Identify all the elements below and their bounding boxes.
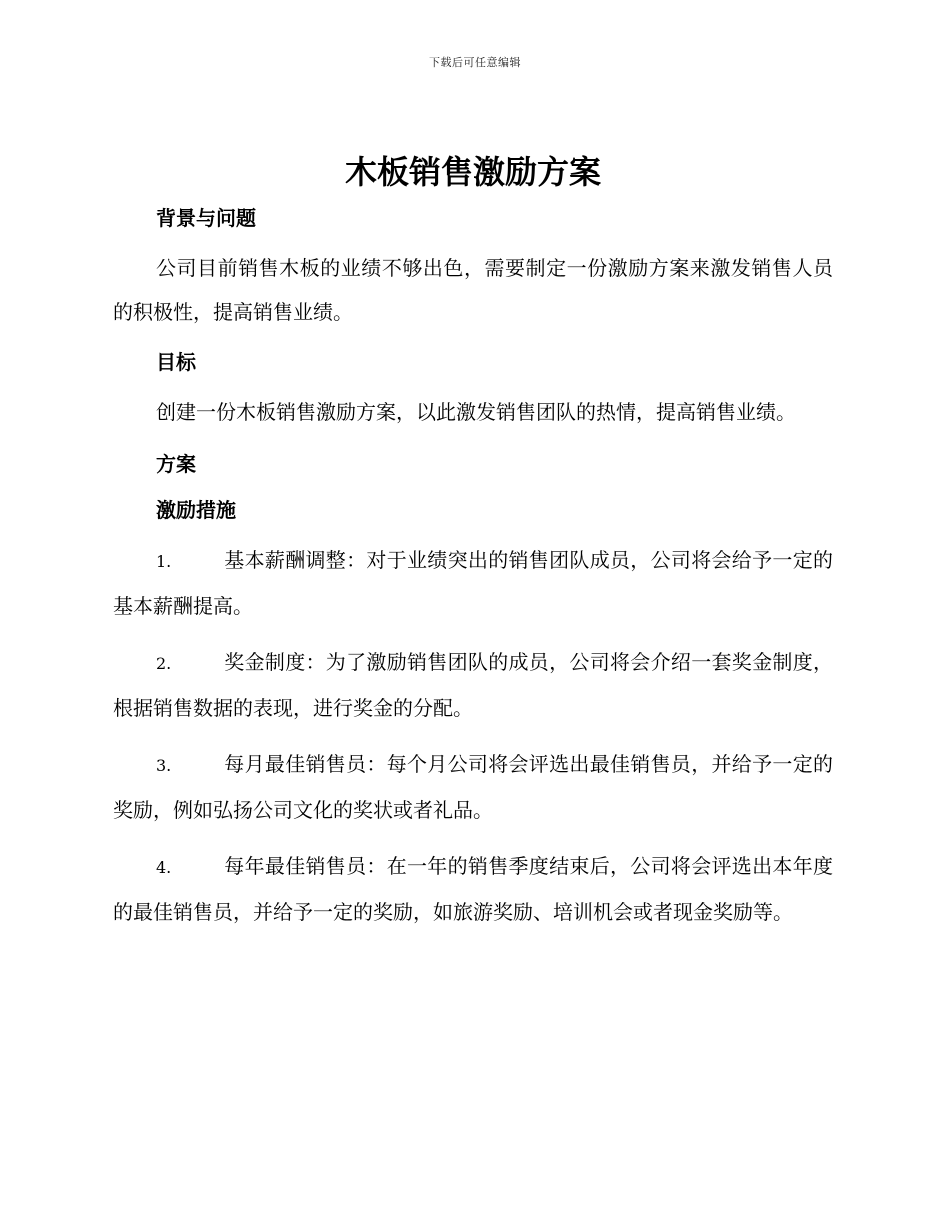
- list-item-text: 奖金制度：为了激励销售团队的成员，公司将会介绍一套奖金制度，根据销售数据的表现，进行奖金的分配。: [113, 650, 833, 720]
- section-heading-measures: 激励措施: [156, 498, 236, 522]
- page-header-note: 下载后可任意编辑: [429, 56, 521, 69]
- list-item-number: 4.: [156, 858, 172, 877]
- list-item-text: 每月最佳销售员：每个月公司将会评选出最佳销售员，并给予一定的奖励，例如弘扬公司文化的奖状或者礼品。: [113, 752, 833, 822]
- section-heading-goal: 目标: [156, 350, 196, 374]
- document-title: 木板销售激励方案: [344, 153, 601, 191]
- list-item-number: 1.: [156, 552, 172, 571]
- list-item-text: 每年最佳销售员：在一年的销售季度结束后，公司将会评选出本年度的最佳销售员，并给予一定的奖励，如旅游奖励、培训机会或者现金奖励等。: [113, 854, 833, 924]
- goal-paragraph: 创建一份木板销售激励方案，以此激发销售团队的热情，提高销售业绩。: [156, 400, 796, 424]
- list-item-text: 基本薪酬调整：对于业绩突出的销售团队成员，公司将会给予一定的基本薪酬提高。: [113, 548, 833, 618]
- section-heading-background: 背景与问题: [156, 206, 256, 230]
- list-item: [113, 844, 833, 934]
- section-heading-plan: 方案: [156, 452, 196, 476]
- list-item: [113, 640, 833, 730]
- document-body: [113, 148, 833, 934]
- background-paragraph: 公司目前销售木板的业绩不够出色，需要制定一份激励方案来激发销售人员的积极性，提高销售业绩。: [113, 256, 833, 324]
- list-item: [113, 742, 833, 832]
- list-item: [113, 538, 833, 628]
- list-item-number: 3.: [156, 756, 172, 775]
- list-item-number: 2.: [156, 654, 172, 673]
